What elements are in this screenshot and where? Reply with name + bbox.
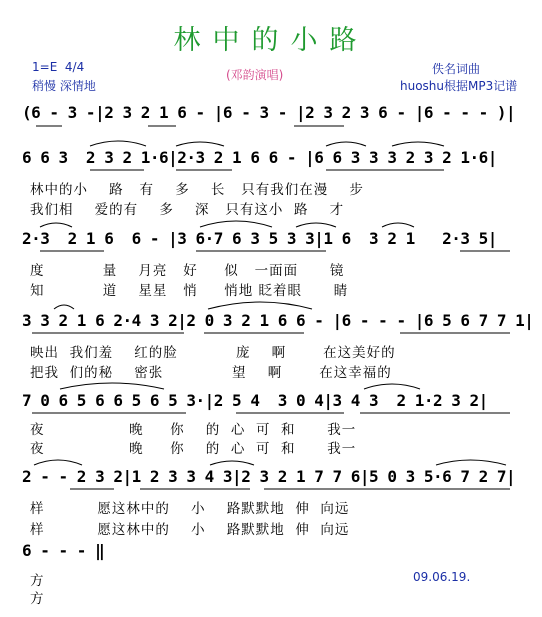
slur-5 <box>40 223 72 227</box>
notation-line-1: (6 - 3 -|2 3 2 1 6 - |6 - 3 - |2 3 2 3 6 - |6 - - - )| <box>22 103 516 122</box>
slur-4 <box>392 142 444 146</box>
slur-13 <box>34 460 82 465</box>
slur-8 <box>382 223 414 227</box>
date-stamp: 09.06.19. <box>413 570 471 584</box>
key-meter: 1=E 4/4 <box>32 60 85 74</box>
slur-6 <box>200 221 272 227</box>
slur-11 <box>60 383 164 389</box>
slur-7 <box>296 223 336 227</box>
slur-2 <box>176 142 224 146</box>
notation-line-5: 7 0 6 5 6 6 5 6 5 3·|2 5 4 3 0 4|3 4 3 2 1·2 3 2| <box>22 391 488 410</box>
notation-line-7: 6 - - - ‖ <box>22 541 105 560</box>
notation-line-4: 3 3 2 1 6 2·4 3 2|2 0 3 2 1 6 6 - |6 - - - |6 5 6 7 7 1| <box>22 311 534 330</box>
slur-1 <box>90 141 146 146</box>
song-title: 林中的小路 <box>173 25 369 56</box>
slur-10 <box>208 302 312 309</box>
slur-3 <box>326 142 366 146</box>
slur-14 <box>210 461 254 465</box>
slur-12 <box>364 384 420 389</box>
lyric-line-4-verse-1: 映出 我们羞 红的脸 庞 啊 在这美好的 <box>30 345 396 361</box>
tempo-marking: 稍慢 深情地 <box>32 79 96 93</box>
lyric-line-5-verse-1: 夜 晚 你 的 心 可 和 我一 <box>30 422 357 438</box>
slur-9 <box>54 305 74 309</box>
slur-15 <box>436 460 506 465</box>
lyric-line-5-verse-2: 夜 晚 你 的 心 可 和 我一 <box>30 441 357 457</box>
lyric-line-6-verse-1: 样 愿这林中的 小 路默默地 伸 向远 <box>30 501 350 517</box>
lyric-line-3-verse-2: 知 道 星星 悄 悄地 眨着眼 睛 <box>30 283 349 299</box>
lyric-line-7-verse-1: 方 <box>30 573 45 589</box>
lyric-line-6-verse-2: 样 愿这林中的 小 路默默地 伸 向远 <box>30 522 350 538</box>
transcriber: huoshu根据MP3记谱 <box>400 79 518 93</box>
singer-note: (邓韵演唱) <box>226 68 284 82</box>
lyric-line-4-verse-2: 把我 们的秘 密张 望 啊 在这幸福的 <box>30 365 392 381</box>
credits: 佚名词曲 <box>432 62 481 76</box>
notation-line-2: 6 6 3 2 3 2 1·6|2·3 2 1 6 6 - |6 6 3 3 3 2 3 2 1·6| <box>22 148 497 167</box>
lyric-line-7-verse-2: 方 <box>30 591 45 607</box>
notation-line-6: 2 - - 2 3 2|1 2 3 3 4 3|2 3 2 1 7 7 6|5 0 3 5·6 7 2 7| <box>22 467 516 486</box>
lyric-line-3-verse-1: 度 量 月亮 好 似 一面面 镜 <box>30 263 345 279</box>
lyric-line-2-verse-1: 林中的小 路 有 多 长 只有我们在漫 步 <box>30 182 364 198</box>
lyric-line-2-verse-2: 我们相 爱的有 多 深 只有这小 路 才 <box>30 202 345 218</box>
notation-line-3: 2·3 2 1 6 6 - |3 6·7 6 3 5 3 3|1 6 3 2 1 2·3 5| <box>22 229 497 248</box>
